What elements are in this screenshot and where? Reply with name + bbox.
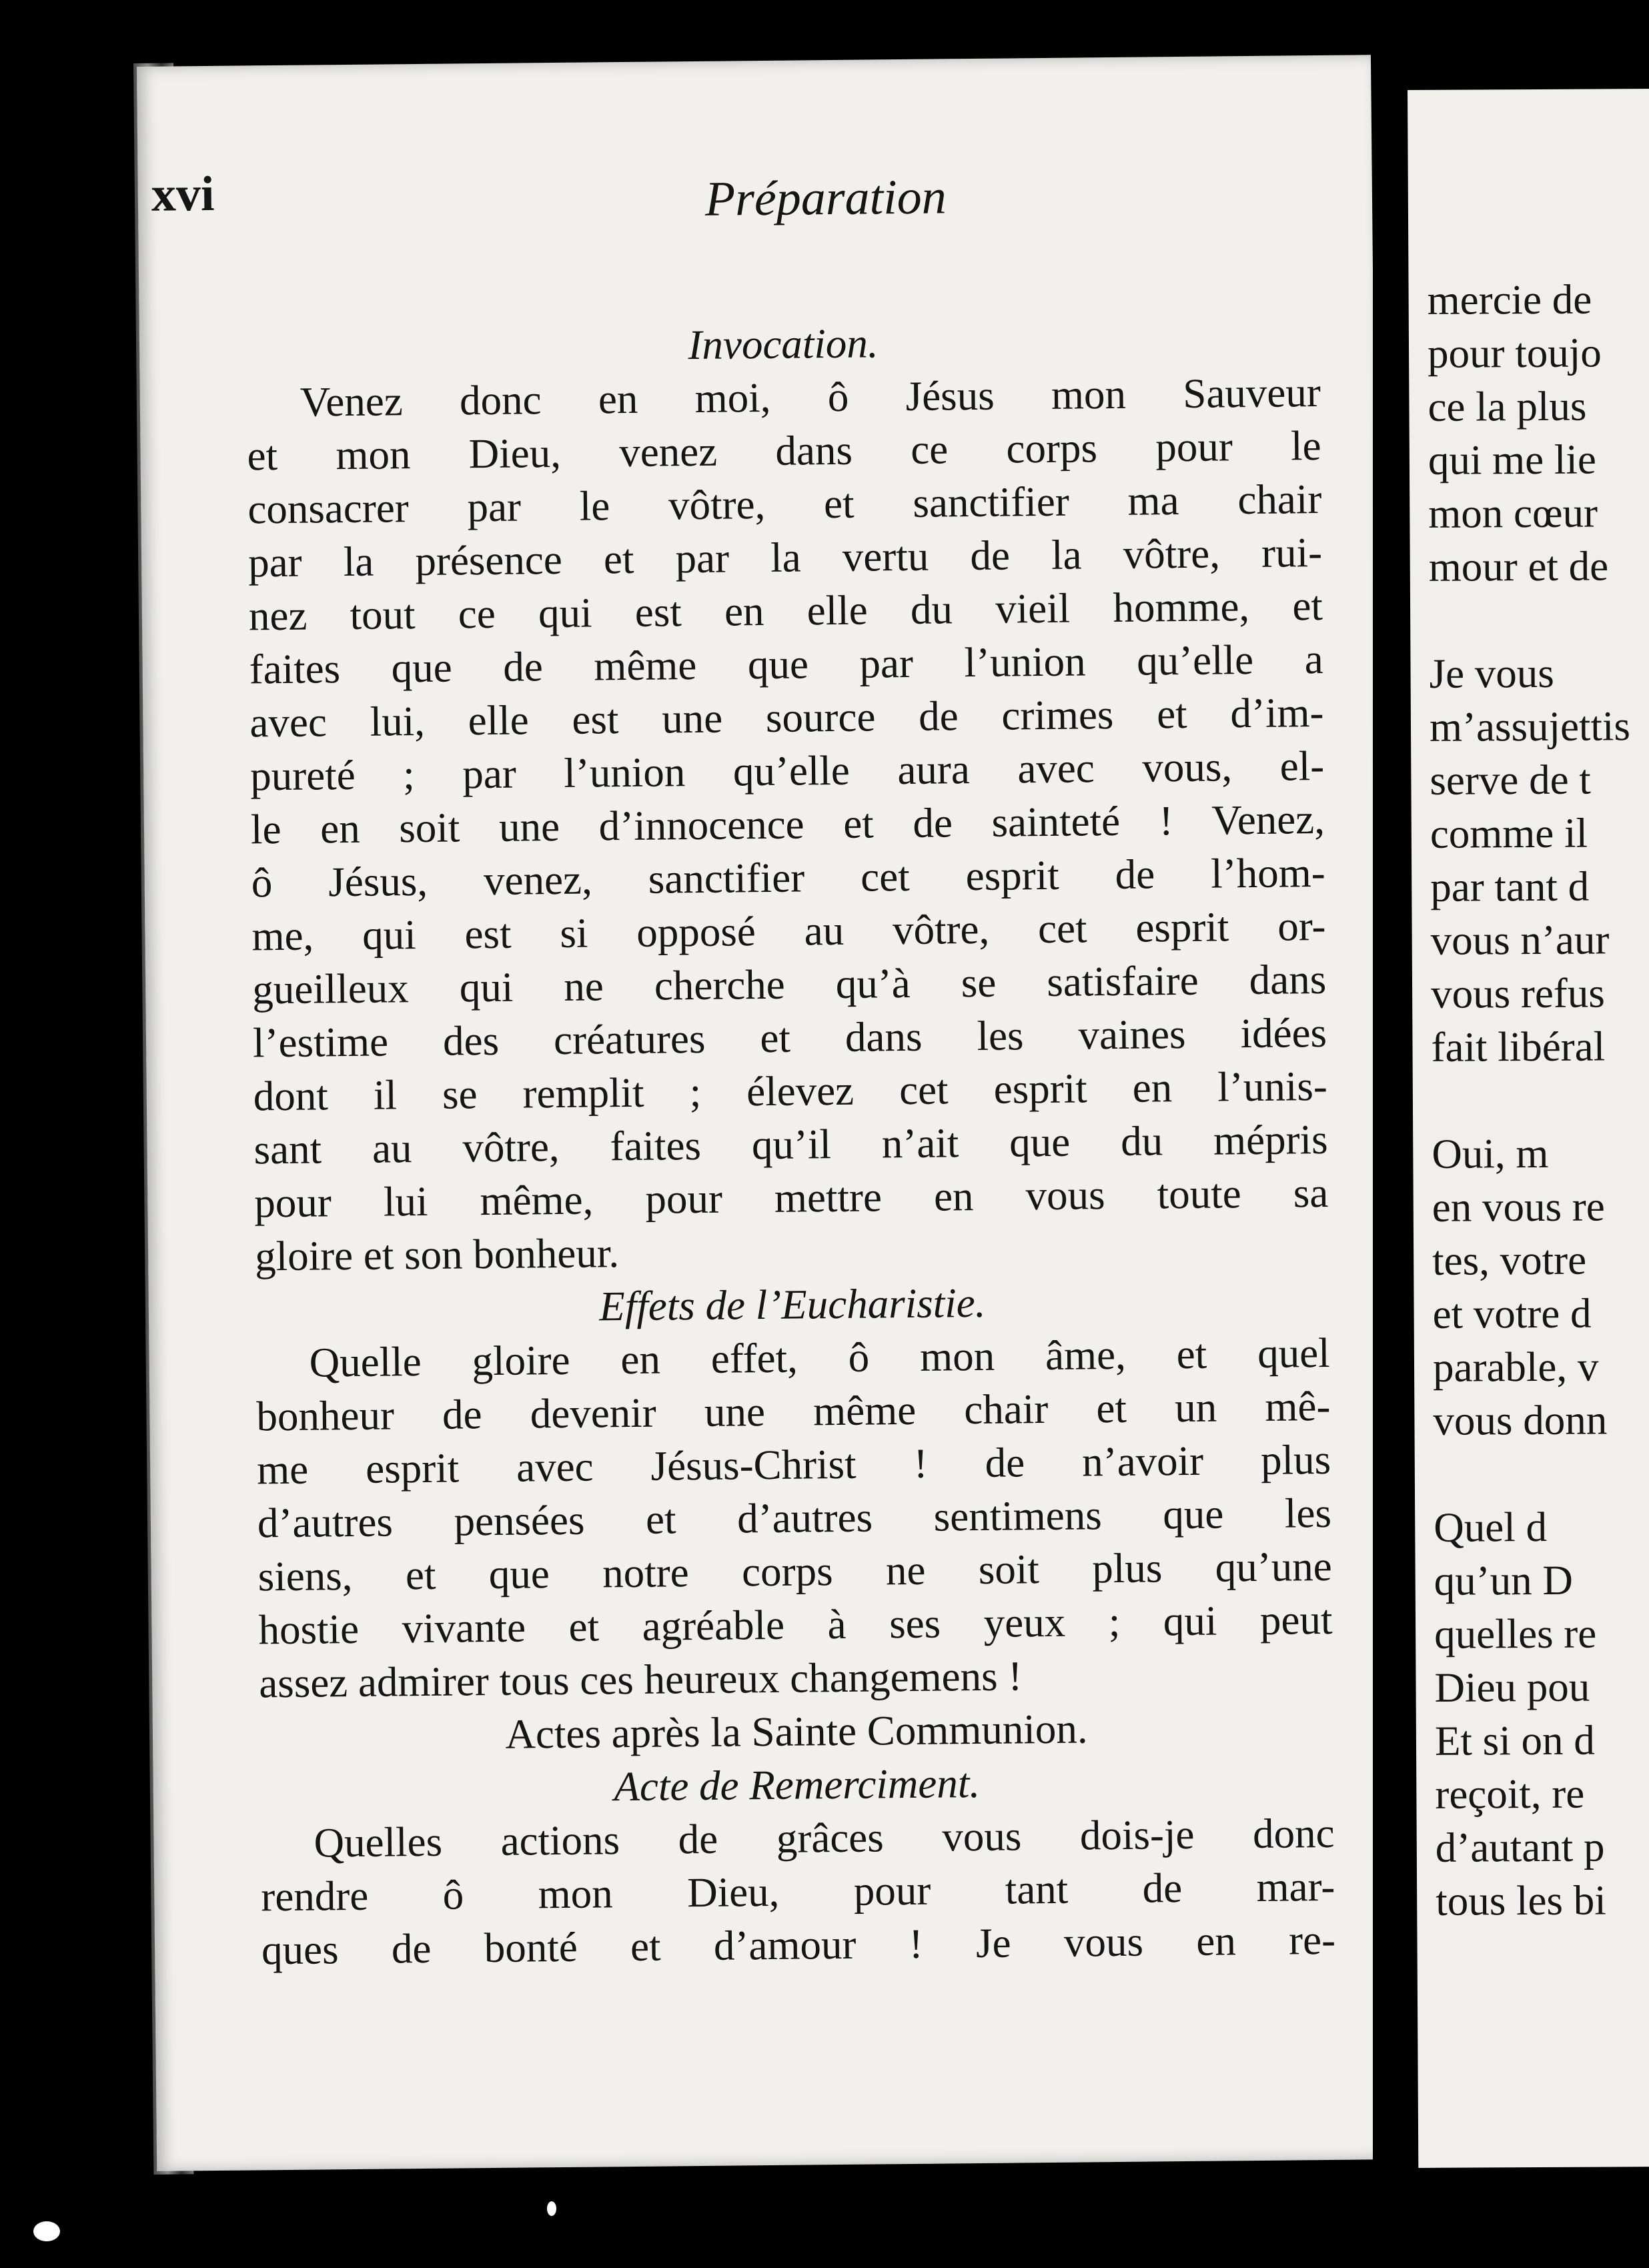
text-line: parable, v — [1432, 1343, 1599, 1391]
text-line: tous les bi — [1436, 1876, 1606, 1924]
text-line: mercie de — [1427, 275, 1592, 324]
text-line: Quel d — [1434, 1503, 1548, 1551]
text-line: Venez donc en moi, ô Jésus mon Sauveur — [300, 368, 1321, 426]
section-heading: Invocation. — [688, 320, 879, 369]
text-line: vous refus — [1430, 969, 1605, 1017]
text-line: Dieu pou — [1434, 1663, 1590, 1711]
text-line: par la présence et par la vertu de la vôtre, rui- — [247, 528, 1323, 586]
text-line: Je vous — [1429, 649, 1555, 697]
section-heading: Actes après la Sainte Communion. — [505, 1705, 1088, 1758]
page-header — [150, 85, 1018, 227]
text-line: Oui, m — [1432, 1129, 1549, 1177]
text-line: rendre ô mon Dieu, pour tant de mar- — [261, 1862, 1335, 1920]
running-head: Préparation — [704, 169, 947, 227]
text-line: consacrer par le vôtre, et sanctifier ma chair — [247, 475, 1322, 533]
text-line: Quelles actions de grâces vous dois-je donc — [314, 1809, 1335, 1866]
paragraph-gap — [1429, 592, 1630, 647]
text-line: faites que de même que par l’union qu’elle a — [249, 635, 1323, 693]
text-line: siens, et que notre corps ne soit plus qu’une — [257, 1542, 1332, 1600]
dust-speck — [547, 2201, 556, 2216]
text-line: reçoit, re — [1435, 1770, 1585, 1818]
text-line: avec lui, elle est une source de crimes et d’im- — [249, 688, 1324, 746]
text-line: mour et de — [1428, 542, 1609, 590]
text-line: fait libéral — [1431, 1023, 1606, 1071]
text-line: bonheur de devenir une même chair et un mê- — [256, 1382, 1331, 1440]
left-page-text — [246, 312, 1336, 1976]
text-line: qu’un D — [1434, 1556, 1574, 1604]
text-line: sant au vôtre, faites qu’il n’ait que du mépris — [253, 1115, 1328, 1173]
right-page — [1408, 89, 1649, 2168]
text-line: gloire et son bonheur. — [254, 1229, 620, 1280]
section-heading: Acte de Remerciment. — [614, 1759, 981, 1810]
text-line: le en soit une d’innocence et de sainteté ! Venez, — [250, 795, 1325, 853]
right-page-text — [1427, 272, 1636, 1928]
text-line: hostie vivante et agréable à ses yeux ; qui peut — [258, 1596, 1333, 1654]
text-line: serve de t — [1430, 756, 1591, 804]
text-line: ce la plus — [1428, 382, 1587, 430]
text-line: l’estime des créatures et dans les vaines idées — [252, 1009, 1327, 1067]
section-heading: Effets de l’Eucharistie. — [598, 1279, 986, 1330]
text-line: me, qui est si opposé au vôtre, cet esprit or- — [251, 902, 1326, 960]
text-line: par tant d — [1430, 863, 1590, 911]
text-line: qui me lie — [1428, 436, 1597, 484]
text-line: d’autant p — [1435, 1823, 1605, 1871]
text-line: pureté ; par l’union qu’elle aura avec vous, el- — [249, 742, 1325, 800]
text-line: quelles re — [1434, 1610, 1597, 1658]
text-line: comme il — [1430, 809, 1588, 857]
left-page-content — [137, 55, 1391, 2171]
page-number: xvi — [151, 166, 215, 222]
text-line: d’autres pensées et d’autres sentimens que les — [257, 1489, 1332, 1547]
text-line: pour toujo — [1427, 329, 1602, 377]
text-line: en vous re — [1432, 1183, 1605, 1231]
text-line: pour lui même, pour mettre en vous toute sa — [254, 1169, 1329, 1227]
text-line: et mon Dieu, venez dans ce corps pour le — [247, 422, 1321, 480]
text-line: m’assujettis — [1429, 702, 1631, 750]
text-line: tes, votre — [1432, 1236, 1587, 1284]
paragraph-gap — [1432, 1073, 1632, 1127]
dust-speck — [33, 2221, 60, 2241]
paragraph-gap — [1434, 1446, 1634, 1501]
text-line: Quelle gloire en effet, ô mon âme, et quel — [309, 1329, 1330, 1386]
text-line: assez admirer tous ces heureux changemens ! — [258, 1652, 1023, 1707]
text-line: vous donn — [1433, 1396, 1608, 1444]
text-line: me esprit avec Jésus-Christ ! de n’avoir plus — [256, 1436, 1331, 1494]
text-line: dont il se remplit ; élevez cet esprit en l’unis- — [253, 1062, 1328, 1120]
text-line: gueilleux qui ne cherche qu’à se satisfaire dans — [251, 955, 1327, 1013]
text-line: mon cœur — [1428, 489, 1598, 537]
text-line: et votre d — [1432, 1289, 1592, 1337]
text-line: vous n’aur — [1430, 916, 1610, 964]
text-line: nez tout ce qui est en elle du vieil homme, et — [248, 582, 1323, 640]
text-line: Et si on d — [1434, 1716, 1595, 1764]
text-line: ô Jésus, venez, sanctifier cet esprit de l’hom- — [251, 848, 1326, 907]
text-line: ques de bonté et d’amour ! Je vous en re- — [261, 1916, 1336, 1974]
